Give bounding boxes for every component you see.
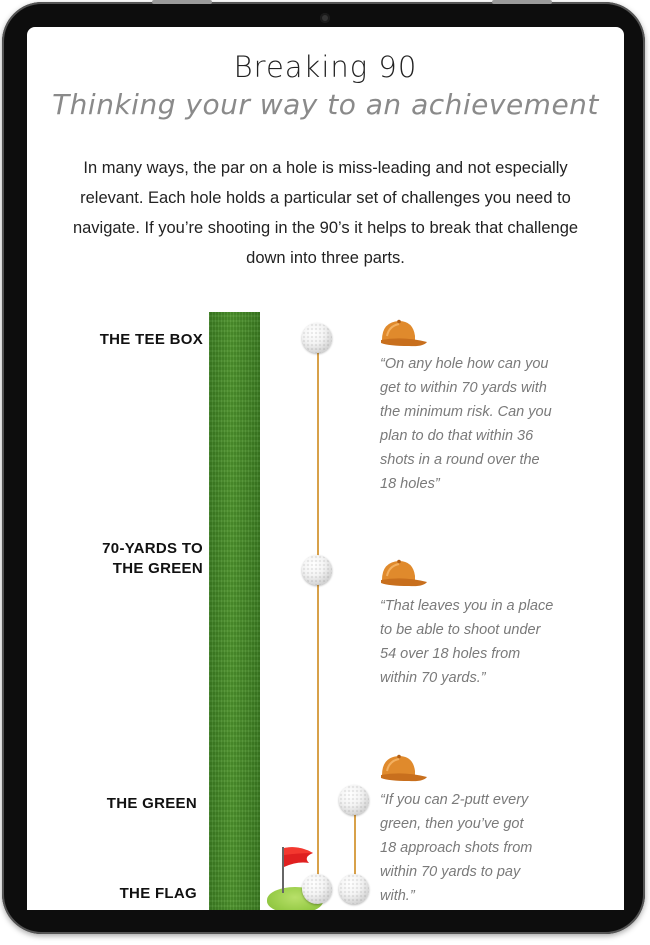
quote-line: 54 over 18 holes from xyxy=(380,646,521,662)
quote-line: to be able to shoot under xyxy=(380,622,541,638)
quote-line: “That leaves you in a place xyxy=(380,598,554,614)
quote-line: within 70 yards.” xyxy=(380,670,486,686)
intro-line: In many ways, the par on a hole is miss-leading and not especially xyxy=(83,159,568,177)
golf-ball-icon xyxy=(339,785,369,815)
baseball-cap-icon xyxy=(379,318,429,348)
stage-label-green: THE GREEN xyxy=(106,795,197,812)
quote-line: 18 holes” xyxy=(380,476,440,492)
quote-line: green, then you’ve got xyxy=(380,816,524,832)
baseball-cap-icon xyxy=(379,558,429,588)
quote-tee-box xyxy=(380,352,552,496)
quote-line: get to within 70 yards with xyxy=(380,380,547,396)
screen xyxy=(27,27,624,910)
tablet-button xyxy=(152,0,212,4)
quote-line: “On any hole how can you xyxy=(380,356,549,372)
intro-line: relevant. Each hole holds a particular set of challenges you need to xyxy=(80,189,571,207)
page-title: Breaking 90 xyxy=(233,50,418,84)
golf-ball-icon xyxy=(302,323,332,353)
stage-label-tee-box: THE TEE BOX xyxy=(99,331,203,348)
stage-label-70-yards xyxy=(27,539,203,579)
stage-label-line: 70-YARDS TO xyxy=(102,540,203,557)
intro-line: down into three parts. xyxy=(246,249,405,267)
tablet-button xyxy=(492,0,552,4)
quote-line: plan to do that within 36 xyxy=(380,428,534,444)
quote-line: 18 approach shots from xyxy=(380,840,533,856)
golf-ball-icon xyxy=(302,874,332,904)
golf-ball-icon xyxy=(339,874,369,904)
intro-line: navigate. If you’re shooting in the 90’s it helps to break that challenge xyxy=(72,219,579,237)
progress-line xyxy=(317,339,319,889)
fairway-strip xyxy=(209,312,260,910)
intro-paragraph xyxy=(33,153,618,273)
stage-label-flag: THE FLAG xyxy=(119,885,197,902)
quote-line: within 70 yards to pay xyxy=(380,864,521,880)
golf-ball-icon xyxy=(302,555,332,585)
quote-70-yards xyxy=(380,594,553,690)
camera-icon xyxy=(320,13,330,23)
quote-line: shots in a round over the xyxy=(380,452,540,468)
quote-line: “If you can 2-putt every xyxy=(380,792,529,808)
page-subtitle: Thinking your way to an achievement xyxy=(52,88,599,121)
quote-line: with.” xyxy=(380,888,415,904)
stage-label-line: THE GREEN xyxy=(112,560,203,577)
quote-green xyxy=(380,788,532,908)
tablet-frame xyxy=(2,2,645,934)
baseball-cap-icon xyxy=(379,753,429,783)
quote-line: the minimum risk. Can you xyxy=(380,404,552,420)
